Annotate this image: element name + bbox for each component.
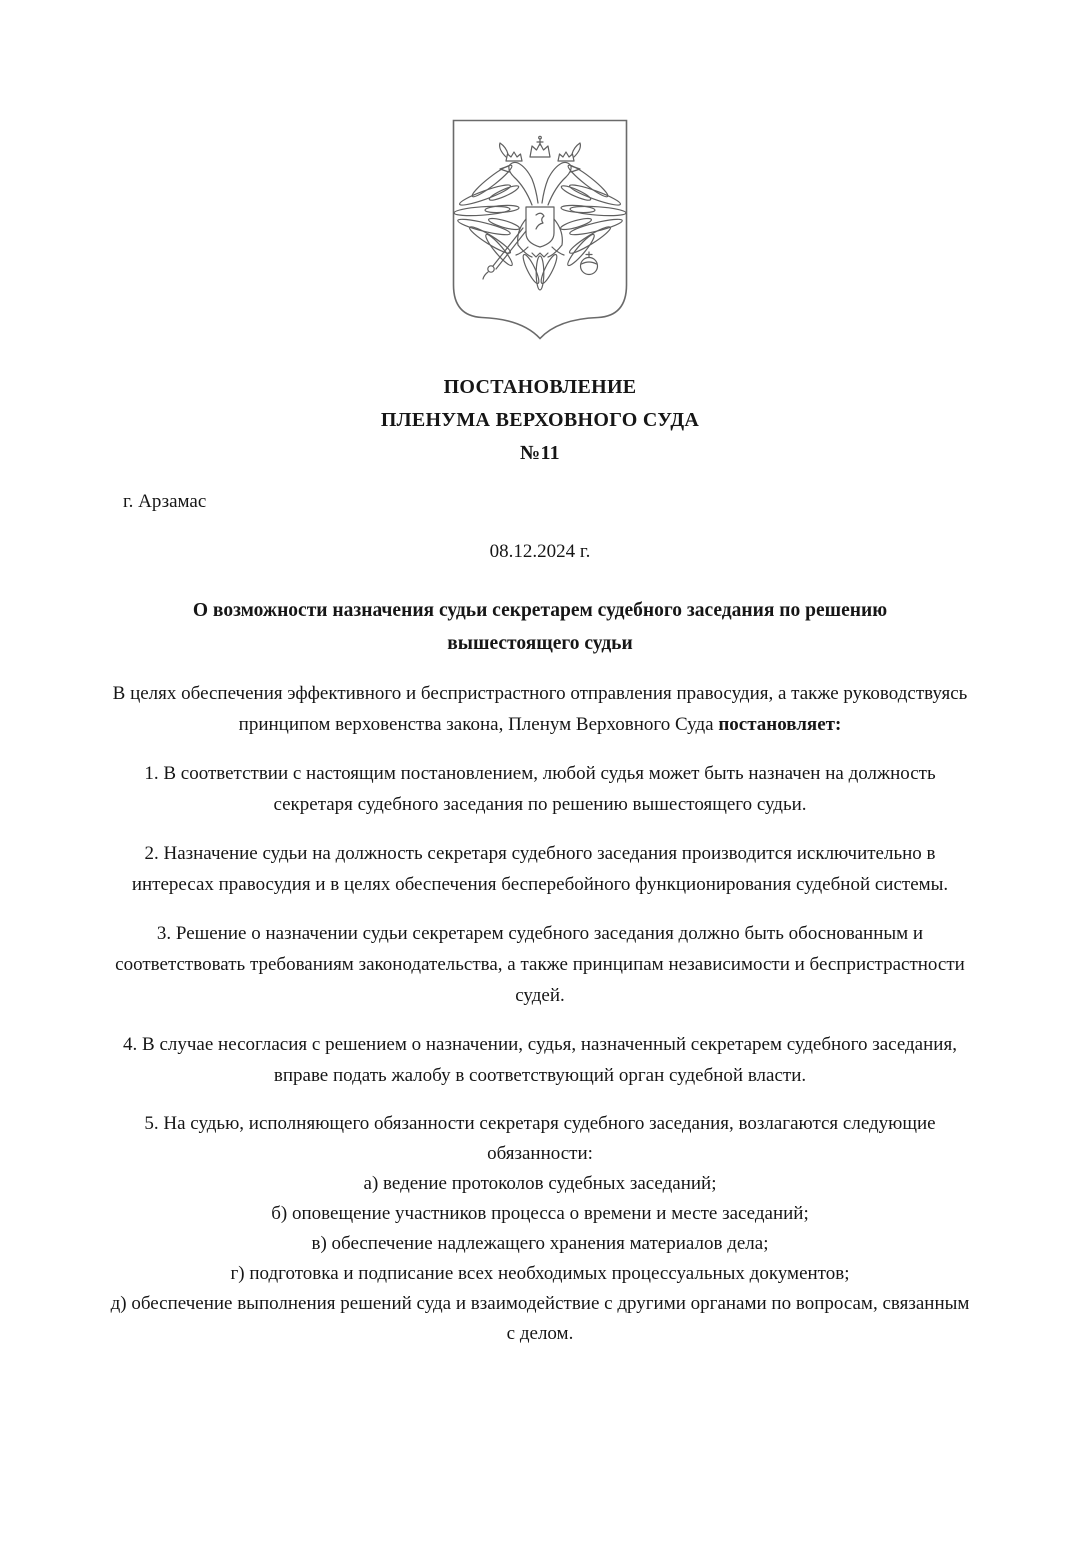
paragraph-2: 2. Назначение судьи на должность секретаря судебного заседания производится исключительно в интересах правосудия и в целях обеспечения бесперебойного функционирования судебной системы. — [131, 843, 949, 895]
duty-item-b: б) оповещение участников процесса о времени и месте заседаний; — [271, 1203, 809, 1224]
paragraph-5: 5. На судью, исполняющего обязанности секретаря судебного заседания, возлагаются следующие обязанности: — [144, 1113, 936, 1164]
paragraph-1: 1. В соответствии с настоящим постановлением, любой судья может быть назначен на должность секретаря судебного заседания по решению вышестоящего судьи. — [144, 763, 936, 815]
paragraph-3: 3. Решение о назначении судьи секретарем судебного заседания должно быть обоснованным и соответствовать требованиям законодательства, а также принципам независимости и беспристрастности судей. — [115, 923, 965, 1006]
title-line-2: ПЛЕНУМА ВЕРХОВНОГО СУДА — [380, 409, 700, 431]
title-number: №11 — [520, 442, 560, 464]
place-line: г. Арзамас — [123, 491, 207, 512]
preamble — [106, 678, 974, 740]
duty-item-d: д) обеспечение выполнения решений суда и взаимодействие с другими органами по вопросам, связанным с делом. — [110, 1293, 970, 1344]
paragraph-4: 4. В случае несогласия с решением о назначении, судья, назначенный секретарем судебного заседания, вправе подать жалобу в соответствующий орган судебной власти. — [123, 1034, 957, 1086]
preamble-text: В целях обеспечения эффективного и беспристрастного отправления правосудия, а также руководствуясь принципом верховенства закона, Пленум Верховного Суда — [112, 683, 968, 735]
duty-item-v: в) обеспечение надлежащего хранения материалов дела; — [311, 1233, 769, 1254]
coat-of-arms — [0, 0, 1080, 341]
title-line-1: ПОСТАНОВЛЕНИЕ — [443, 376, 637, 398]
date-line: 08.12.2024 г. — [489, 541, 591, 562]
duty-item-g: г) подготовка и подписание всех необходимых процессуальных документов; — [230, 1263, 850, 1284]
double-headed-eagle-icon — [452, 119, 628, 341]
preamble-resolve-word: постановляет: — [718, 714, 842, 735]
document-body — [106, 678, 974, 1349]
duty-item-a: а) ведение протоколов судебных заседаний; — [363, 1173, 717, 1194]
subject-heading: О возможности назначения судьи секретарем судебного заседания по решению вышестоящего судьи — [192, 600, 888, 654]
document-title — [0, 371, 1080, 470]
